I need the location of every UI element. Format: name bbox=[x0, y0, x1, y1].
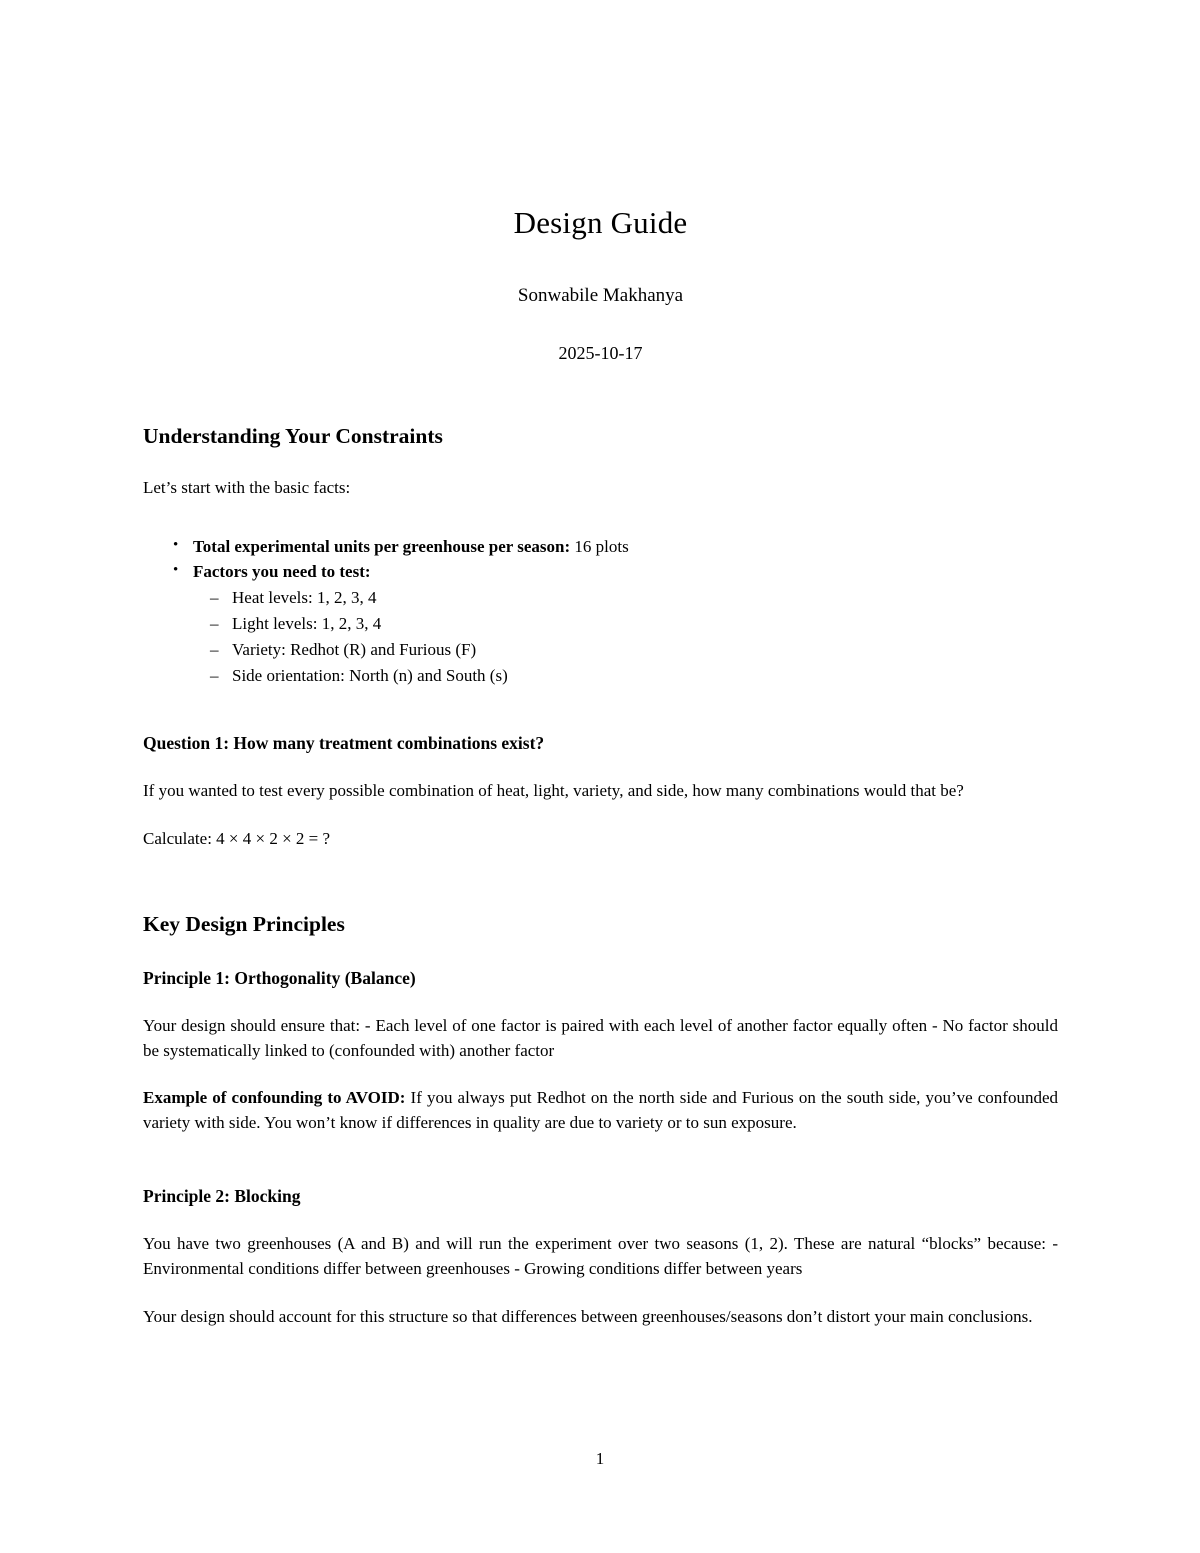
bullet-marker-icon: • bbox=[173, 562, 179, 579]
principle1-example bbox=[143, 1086, 1058, 1135]
bullet-units-label: Total experimental units per greenhouse per season: bbox=[193, 536, 571, 556]
sub-bullet-text: Variety: Redhot (R) and Furious (F) bbox=[232, 639, 477, 659]
principle2-heading: Principle 2: Blocking bbox=[143, 1186, 301, 1207]
document-content bbox=[143, 0, 1058, 1329]
bullet-marker-icon: • bbox=[173, 536, 179, 553]
document-title: Design Guide bbox=[513, 205, 688, 240]
sub-bullet-item-heat bbox=[143, 585, 1058, 611]
document-date: 2025-10-17 bbox=[558, 343, 643, 363]
dash-marker-icon: – bbox=[210, 614, 219, 634]
principle1-body: Your design should ensure that: - Each level of one factor is paired with each level of another factor equally often - No factor should be systematically linked to (confounded with) another factor bbox=[143, 1015, 1058, 1060]
bullet-factors-label: Factors you need to test: bbox=[193, 562, 371, 582]
dash-marker-icon: – bbox=[210, 665, 219, 685]
question1-body: If you wanted to test every possible combination of heat, light, variety, and side, how many combinations would that be? bbox=[143, 780, 964, 800]
dash-marker-icon: – bbox=[210, 588, 219, 608]
dash-marker-icon: – bbox=[210, 639, 219, 659]
bullet-item-units bbox=[143, 534, 1058, 560]
page-number: 1 bbox=[595, 1449, 605, 1468]
constraints-intro: Let’s start with the basic facts: bbox=[143, 478, 351, 497]
sub-bullet-text: Heat levels: 1, 2, 3, 4 bbox=[232, 588, 377, 608]
bullet-units-value: 16 plots bbox=[570, 536, 629, 556]
constraints-bullet-list bbox=[143, 534, 1058, 689]
bullet-item-text bbox=[193, 534, 629, 560]
sub-bullet-text: Side orientation: North (n) and South (s) bbox=[232, 665, 508, 685]
sub-bullet-item-light bbox=[143, 611, 1058, 637]
question1-heading: Question 1: How many treatment combinations exist? bbox=[143, 732, 545, 753]
sub-bullet-item-side bbox=[143, 663, 1058, 689]
principle1-example-label: Example of confounding to AVOID: bbox=[143, 1088, 406, 1108]
principle2-body1: You have two greenhouses (A and B) and will run the experiment over two seasons (1, 2). These are natural “blocks” because: - Environmental conditions differ between greenhouses - Growing conditions differ between years bbox=[143, 1234, 1058, 1279]
sub-bullet-item-variety bbox=[143, 637, 1058, 663]
section-heading-principles: Key Design Principles bbox=[143, 911, 345, 936]
sub-bullet-text: Light levels: 1, 2, 3, 4 bbox=[232, 614, 382, 634]
question1-calculation: Calculate: 4 × 4 × 2 × 2 = ? bbox=[143, 829, 331, 849]
section-heading-constraints: Understanding Your Constraints bbox=[143, 424, 443, 448]
principle1-heading: Principle 1: Orthogonality (Balance) bbox=[143, 967, 416, 988]
principle1-example-text: If you always put Redhot on the north side and Furious on the south side, you’ve confounded variety with side. You won’t know if differences in quality are due to variety or to sun exposure. bbox=[143, 1088, 1058, 1132]
bullet-item-factors bbox=[143, 559, 1058, 585]
principle2-body2: Your design should account for this structure so that differences between greenhouses/seasons don’t distort your main conclusions. bbox=[143, 1306, 1033, 1326]
document-author: Sonwabile Makhanya bbox=[517, 285, 684, 306]
